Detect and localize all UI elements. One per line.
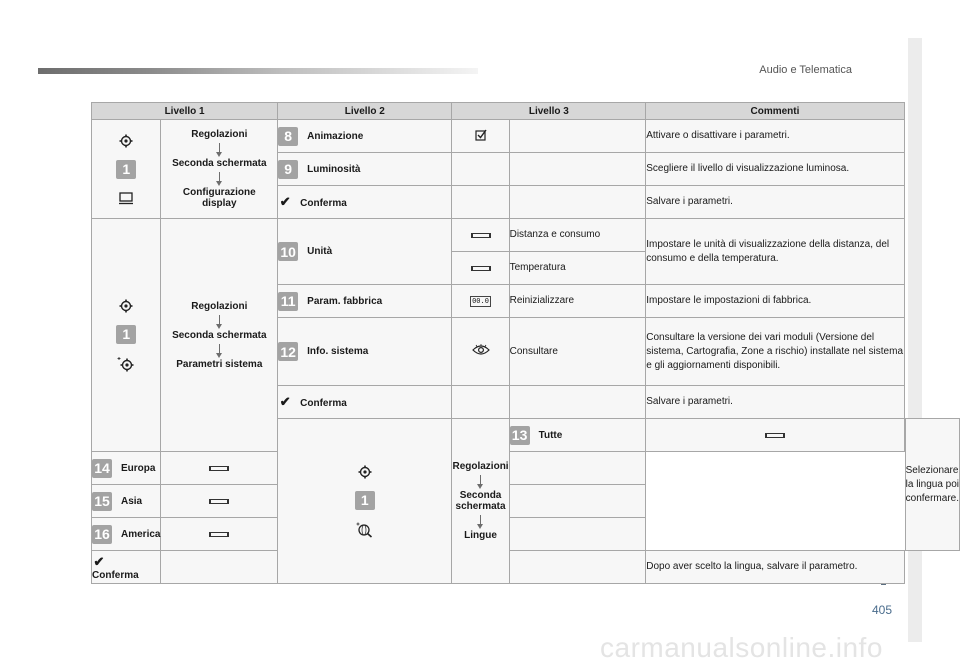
level2-cell	[92, 518, 161, 551]
level2-cell	[278, 386, 452, 419]
level1-path	[161, 219, 278, 452]
checkmark-icon[interactable]: ✔	[279, 194, 291, 209]
level3-cell: Distanza e consumo	[509, 219, 646, 252]
level2-label: Unità	[307, 246, 333, 257]
gear-icon	[358, 465, 372, 479]
page-header-title: Audio e Telematica	[759, 64, 852, 76]
checkmark-icon[interactable]: ✔	[279, 394, 291, 409]
level2-label: Animazione	[307, 130, 364, 142]
level2-cell	[92, 485, 161, 518]
level1-label: Seconda schermata	[455, 490, 506, 512]
step-badge: 9	[278, 160, 298, 179]
level2-cell	[92, 452, 161, 485]
table-row	[92, 120, 960, 153]
level1-icons	[92, 219, 161, 452]
level3-cell	[509, 485, 646, 518]
step-badge: 16	[92, 525, 112, 544]
comment-cell: Impostare le unità di visualizzazione della distanza, del consumo e della temperatura.	[646, 219, 904, 285]
step-badge: 15	[92, 492, 112, 511]
level3-icon-cell	[646, 419, 904, 452]
arrow-down-icon	[480, 515, 481, 524]
comment-cell: Salvare i parametri.	[646, 386, 904, 419]
level3-icon-cell	[452, 186, 509, 219]
arrow-down-icon	[219, 143, 220, 152]
level3-cell	[509, 153, 646, 186]
level3-icon-cell	[452, 153, 509, 186]
level3-icon-cell	[161, 485, 278, 518]
step-badge: 11	[278, 292, 298, 311]
level1-label: Seconda schermata	[172, 329, 267, 341]
level3-icon-cell	[452, 285, 509, 318]
comment-cell: Consultare la versione dei vari moduli (Versione del sistema, Cartografia, Zone a rischio) installate nel sistema e gli aggiornamenti disponibili.	[646, 318, 904, 386]
header-level3: Livello 3	[452, 103, 646, 120]
level3-icon-cell	[452, 219, 509, 252]
level3-icon-cell	[452, 318, 509, 386]
arrow-down-icon	[219, 315, 220, 324]
level1-label: Parametri sistema	[176, 358, 263, 370]
level2-label: Tutte	[538, 429, 563, 441]
header-gradient-bar	[38, 68, 478, 74]
level2-label: Luminosità	[307, 163, 361, 175]
table-row	[92, 452, 960, 485]
level2-cell	[509, 419, 646, 452]
comment-cell: Scegliere il livello di visualizzazione luminosa.	[646, 153, 904, 186]
step-badge: 8	[278, 127, 298, 146]
monitor-icon	[118, 191, 134, 205]
arrow-down-icon	[480, 475, 481, 484]
level2-label: Param. fabbrica	[307, 295, 383, 307]
gear-icon	[119, 134, 133, 148]
comment-cell: Dopo aver scelto la lingua, salvare il parametro.	[646, 551, 904, 584]
arrow-down-icon	[219, 344, 220, 353]
level1-icons	[278, 419, 452, 584]
level2-label: Conferma	[300, 198, 347, 209]
selector-bar-icon[interactable]	[765, 433, 785, 438]
page-number: 405	[872, 603, 893, 617]
level1-label: Seconda schermata	[172, 158, 267, 169]
table-row	[92, 551, 960, 584]
level2-label: Europa	[121, 462, 156, 474]
level3-cell: Reinizializzare	[509, 285, 646, 318]
step-badge: 13	[510, 426, 530, 445]
selector-bar-icon[interactable]	[209, 532, 229, 537]
level3-cell	[509, 518, 646, 551]
level3-cell	[509, 452, 646, 485]
level1-label: Regolazioni	[191, 300, 248, 312]
selector-bar-icon[interactable]	[471, 266, 491, 271]
level2-cell	[278, 153, 452, 186]
arrow-down-icon	[219, 172, 220, 181]
step-badge: 10	[278, 242, 298, 261]
table-header-row	[92, 103, 960, 120]
level3-cell	[509, 386, 646, 419]
level2-label: Conferma	[92, 569, 139, 581]
level1-label: Lingue	[464, 530, 497, 541]
level3-cell	[509, 186, 646, 219]
gear-icon	[119, 299, 133, 313]
header-comments: Commenti	[646, 103, 904, 120]
level2-label: Info. sistema	[307, 346, 369, 357]
level2-cell	[278, 120, 452, 153]
header-level2: Livello 2	[278, 103, 452, 120]
level3-icon-cell	[161, 551, 278, 584]
level3-cell	[509, 551, 646, 584]
checkbox-icon[interactable]	[475, 129, 487, 141]
level3-cell: Temperatura	[509, 252, 646, 285]
level3-cell: Consultare	[509, 318, 646, 386]
level2-cell	[278, 285, 452, 318]
level3-icon-cell	[161, 452, 278, 485]
level1-label: Regolazioni	[191, 129, 248, 140]
watermark: carmanualsonline.info	[600, 632, 883, 663]
level1-path	[161, 120, 278, 219]
header-level1: Livello 1	[92, 103, 278, 120]
table-row	[92, 518, 960, 551]
step-badge: 1	[116, 160, 136, 179]
level3-icon-cell	[452, 120, 509, 153]
table-row	[92, 219, 960, 252]
level1-label: Regolazioni	[452, 461, 509, 472]
level2-label: Conferma	[300, 398, 347, 409]
globe-search-icon	[356, 522, 374, 538]
checkmark-icon[interactable]: ✔	[93, 553, 105, 569]
gear-sparkle-icon	[117, 356, 135, 372]
level1-path	[452, 419, 509, 584]
selector-bar-icon[interactable]	[209, 499, 229, 504]
step-badge: 14	[92, 459, 112, 478]
comment-cell: Impostare le impostazioni di fabbrica.	[646, 285, 904, 318]
settings-table	[91, 102, 960, 584]
level2-cell	[278, 318, 452, 386]
comment-cell: Attivare o disattivare i parametri.	[646, 120, 904, 153]
level2-label: America	[121, 528, 161, 540]
level2-label: Asia	[121, 495, 143, 507]
level1-label: Configurazione display	[182, 187, 256, 209]
level3-icon-cell	[452, 386, 509, 419]
level1-icons	[92, 120, 161, 219]
step-badge: 1	[355, 491, 375, 510]
selector-bar-icon[interactable]	[209, 466, 229, 471]
comment-cell: Selezionare la lingua poi confermare.	[905, 419, 959, 551]
reset-counter-icon[interactable]: 00.0	[472, 297, 489, 305]
level3-cell	[509, 120, 646, 153]
level2-cell	[278, 219, 452, 285]
table-row	[92, 485, 960, 518]
level2-cell	[92, 551, 161, 584]
level3-icon-cell	[452, 252, 509, 285]
step-badge: 1	[116, 325, 136, 344]
level3-icon-cell	[161, 518, 278, 551]
comment-cell: Salvare i parametri.	[646, 186, 904, 219]
level2-cell	[278, 186, 452, 219]
selector-bar-icon[interactable]	[471, 233, 491, 238]
eye-icon[interactable]	[472, 344, 490, 356]
step-badge: 12	[278, 342, 298, 361]
